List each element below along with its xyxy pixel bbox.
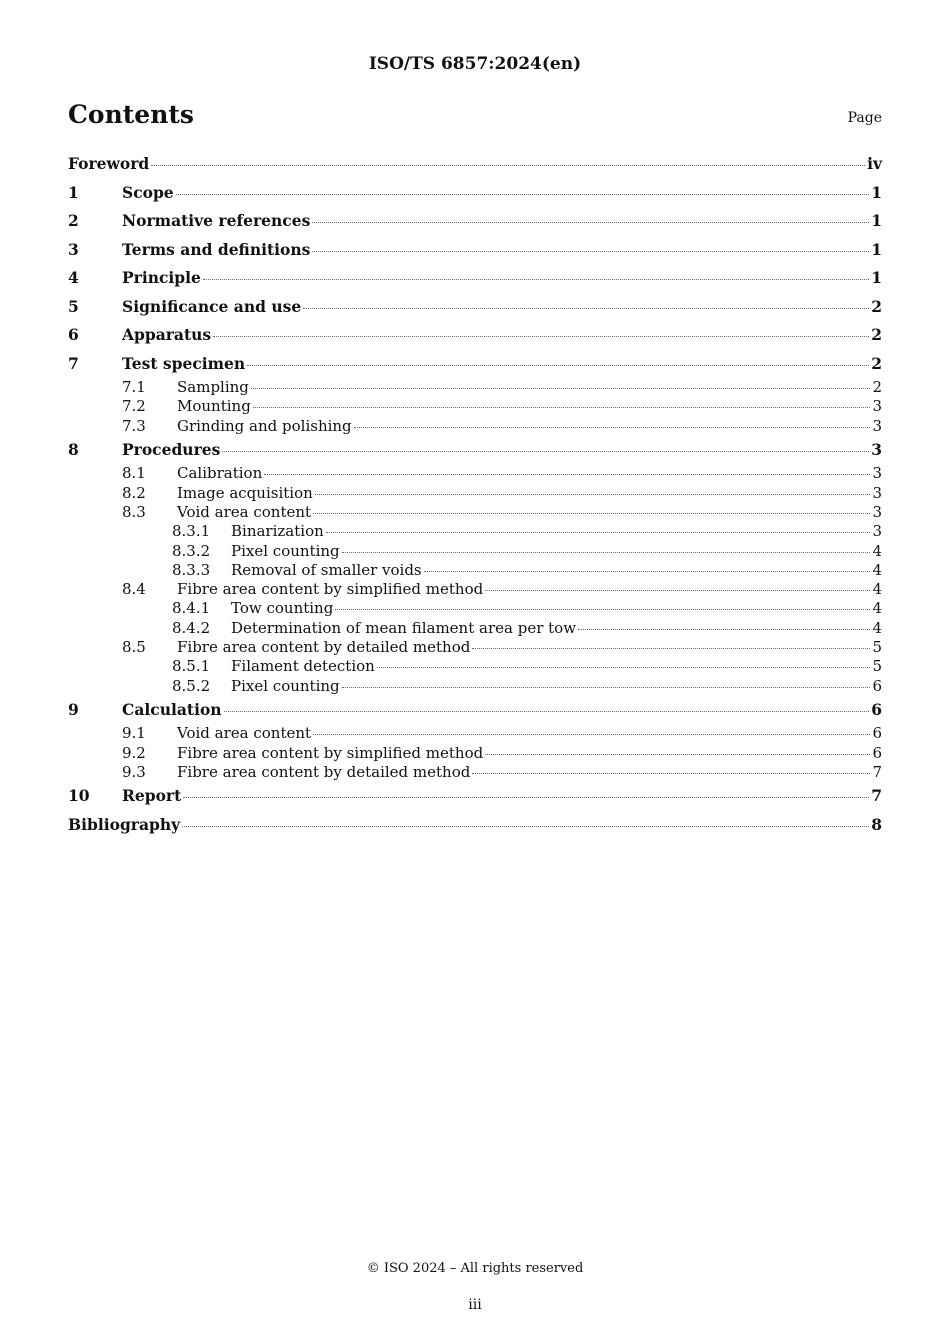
toc-entry-title: Void area content (177, 724, 312, 743)
dot-leader (183, 797, 869, 798)
toc-entry[interactable] (68, 503, 882, 522)
dot-leader (312, 251, 869, 252)
toc-entry-page: 2 (871, 296, 882, 316)
toc-entry-title: Apparatus (122, 325, 212, 344)
toc-entry-title: Grinding and polishing (177, 416, 352, 435)
toc-entry-number: 9.3 (122, 763, 146, 782)
dot-leader (335, 609, 870, 610)
toc-entry[interactable] (68, 580, 882, 599)
toc-entry[interactable] (68, 522, 882, 541)
copyright-notice: © ISO 2024 – All rights reserved (366, 1261, 584, 1276)
toc-entry-number: 8.3.2 (172, 541, 211, 560)
toc-entry[interactable] (68, 350, 882, 379)
toc-entry-number: 7.1 (122, 378, 146, 396)
toc-entry[interactable] (68, 763, 882, 782)
dot-leader (264, 474, 870, 475)
toc-entry[interactable] (68, 378, 882, 397)
dot-leader (203, 279, 869, 280)
dot-leader (315, 494, 871, 495)
toc-entry-page: 3 (872, 522, 882, 541)
toc-entry[interactable] (68, 150, 882, 179)
toc-entry[interactable] (68, 782, 882, 811)
toc-entry-page: 7 (872, 763, 882, 782)
toc-entry[interactable] (68, 811, 882, 840)
toc-entry-number: 8.5.1 (172, 657, 211, 676)
toc-entry-number: 9.1 (122, 724, 146, 743)
toc-entry-number: 8 (68, 439, 79, 459)
toc-entry-page: 1 (871, 239, 882, 259)
toc-entry-number: 4 (68, 268, 79, 287)
toc-entry-number: 8.3.1 (172, 522, 211, 541)
toc-entry-number: 8.4.1 (172, 599, 211, 618)
toc-entry-page: 4 (872, 599, 882, 618)
toc-entry[interactable] (68, 236, 882, 265)
toc-entry-title: Scope (122, 182, 174, 202)
dot-leader (213, 336, 869, 337)
toc-entry-title: Fibre area content by detailed method (177, 638, 471, 657)
toc-entry[interactable] (68, 677, 882, 696)
toc-entry-number: 8.5.2 (172, 676, 211, 695)
toc-entry[interactable] (68, 293, 882, 322)
toc-entry-number: 5 (68, 296, 79, 316)
toc-entry-page: 6 (871, 699, 882, 719)
dot-leader (303, 308, 869, 309)
toc-entry-page: 4 (872, 618, 882, 637)
toc-entry-number: 1 (68, 182, 79, 202)
dot-leader (224, 711, 870, 712)
toc-entry-page: 3 (871, 439, 882, 459)
dot-leader (424, 571, 871, 572)
toc-entry-page: 3 (872, 416, 882, 435)
toc-entry-number: 10 (68, 786, 90, 806)
dot-leader (313, 513, 870, 514)
toc-entry-title: Calculation (122, 699, 222, 719)
toc-entry-page: 5 (872, 638, 882, 657)
toc-entry-page: 4 (872, 580, 882, 599)
toc-entry-page: 4 (872, 560, 882, 579)
dot-leader (251, 388, 871, 389)
dot-leader (326, 532, 871, 533)
toc-entry-page: 6 (872, 724, 882, 743)
toc-entry-title: Fibre area content by detailed method (177, 763, 471, 782)
toc-entry-number: 8.2 (122, 483, 146, 502)
toc-entry-number: 8.1 (122, 464, 146, 483)
toc-entry[interactable] (68, 417, 882, 436)
toc-entry-page: 1 (871, 211, 882, 230)
toc-entry-number: 7 (68, 353, 79, 373)
toc-entry-page: 2 (871, 325, 882, 344)
dot-leader (182, 826, 869, 827)
contents-heading: Contents (68, 100, 195, 129)
toc-entry-title: Bibliography (68, 814, 181, 834)
toc-entry-number: 9 (68, 699, 79, 719)
toc-entry[interactable] (68, 436, 882, 465)
toc-entry-title: Binarization (231, 522, 324, 541)
toc-entry-page: 3 (872, 502, 882, 521)
toc-entry-number: 8.4 (122, 580, 146, 599)
toc-entry[interactable] (68, 179, 882, 208)
toc-entry-page: 2 (872, 378, 882, 396)
page-column-label: Page (847, 110, 882, 126)
toc-entry[interactable] (68, 484, 882, 503)
toc-entry[interactable] (68, 264, 882, 293)
toc-entry[interactable] (68, 744, 882, 763)
toc-entry-number: 9.2 (122, 743, 146, 762)
toc-entry-page: 3 (872, 483, 882, 502)
toc-entry-number: 3 (68, 239, 79, 259)
toc-entry[interactable] (68, 321, 882, 350)
toc-entry[interactable] (68, 561, 882, 580)
toc-entry-page: 8 (871, 814, 882, 834)
toc-entry-title: Principle (122, 268, 201, 287)
toc-entry-number: 8.3 (122, 502, 146, 521)
toc-entry[interactable] (68, 464, 882, 483)
toc-entry-title: Terms and definitions (122, 239, 311, 259)
dot-leader (472, 773, 870, 774)
toc-entry-page: 5 (872, 657, 882, 676)
toc-entry-title: Procedures (122, 439, 221, 459)
toc-entry-page: 6 (872, 743, 882, 762)
toc-entry[interactable] (68, 696, 882, 725)
toc-entry-number: 8.5 (122, 638, 146, 657)
toc-entry-number: 7.2 (122, 397, 146, 416)
toc-entry-page: 1 (871, 268, 882, 287)
toc-entry-title: Mounting (177, 397, 251, 416)
page-number: iii (468, 1297, 482, 1313)
dot-leader (313, 734, 870, 735)
table-of-contents (68, 150, 882, 839)
dot-leader (253, 407, 871, 408)
toc-entry-title: Void area content (177, 502, 312, 521)
dot-leader (247, 365, 869, 366)
toc-entry-number: 8.4.2 (172, 618, 211, 637)
toc-entry-title: Pixel counting (231, 541, 340, 560)
toc-entry-page: 2 (871, 353, 882, 373)
toc-entry[interactable] (68, 638, 882, 657)
dot-leader (377, 667, 871, 668)
toc-entry-number: 8.3.3 (172, 560, 211, 579)
toc-entry-title: Determination of mean filament area per tow (231, 618, 577, 637)
toc-entry-title: Report (122, 786, 182, 806)
toc-entry-title: Normative references (122, 211, 311, 230)
dot-leader (578, 629, 870, 630)
toc-entry-title: Test specimen (122, 353, 246, 373)
toc-entry[interactable] (68, 542, 882, 561)
toc-entry[interactable] (68, 397, 882, 416)
toc-entry-title: Pixel counting (231, 676, 340, 695)
toc-entry-page: 7 (871, 786, 882, 806)
dot-leader (151, 165, 865, 166)
document-header-title: ISO/TS 6857:2024(en) (368, 54, 582, 74)
toc-entry-page: iv (867, 154, 882, 173)
toc-entry[interactable] (68, 599, 882, 618)
toc-entry-page: 1 (871, 182, 882, 202)
toc-entry-page: 3 (872, 464, 882, 483)
toc-entry-page: 3 (872, 397, 882, 416)
dot-leader (222, 451, 869, 452)
toc-entry[interactable] (68, 619, 882, 638)
dot-leader (312, 222, 869, 223)
dot-leader (176, 194, 870, 195)
toc-entry[interactable] (68, 657, 882, 676)
toc-entry-title: Calibration (177, 464, 263, 483)
toc-entry-page: 6 (872, 676, 882, 695)
toc-entry-number: 7.3 (122, 416, 146, 435)
dot-leader (485, 754, 870, 755)
toc-entry-title: Fibre area content by simplified method (177, 743, 484, 762)
dot-leader (472, 648, 870, 649)
dot-leader (485, 590, 870, 591)
toc-entry-title: Tow counting (231, 599, 334, 618)
toc-entry-title: Filament detection (231, 657, 375, 676)
dot-leader (354, 427, 871, 428)
dot-leader (342, 552, 871, 553)
toc-entry-page: 4 (872, 541, 882, 560)
toc-entry-title: Significance and use (122, 296, 302, 316)
toc-entry-title: Fibre area content by simplified method (177, 580, 484, 599)
toc-entry-number: 2 (68, 211, 79, 230)
toc-entry-number: 6 (68, 325, 79, 344)
toc-entry-title: Sampling (177, 378, 249, 396)
toc-entry-title: Foreword (68, 154, 150, 173)
toc-entry[interactable] (68, 724, 882, 743)
toc-entry-title: Removal of smaller voids (231, 560, 422, 579)
dot-leader (342, 687, 871, 688)
toc-entry-title: Image acquisition (177, 483, 313, 502)
toc-entry[interactable] (68, 207, 882, 236)
